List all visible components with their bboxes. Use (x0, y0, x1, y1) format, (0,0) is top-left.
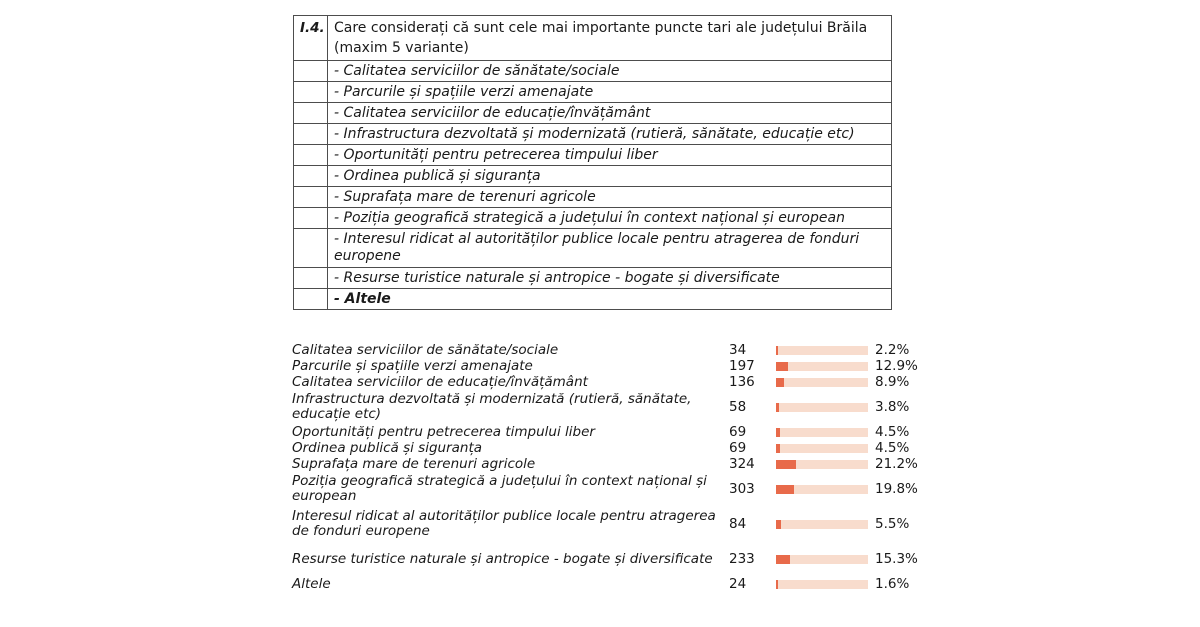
result-percent: 5.5% (875, 515, 910, 532)
result-count: 197 (729, 357, 755, 374)
result-bar-track (776, 428, 868, 437)
result-percent: 21.2% (875, 455, 918, 472)
result-bar-track (776, 378, 868, 387)
result-row (292, 472, 932, 506)
result-row (292, 456, 932, 472)
result-label: Infrastructura dezvoltată și modernizată (rutieră, sănătate, educație etc) (292, 391, 692, 422)
option-row (294, 103, 892, 124)
result-count: 303 (729, 480, 755, 497)
results-chart (292, 342, 932, 592)
option-row (294, 289, 892, 310)
result-bar (776, 378, 784, 387)
result-percent: 4.5% (875, 423, 910, 440)
option-text: - Infrastructura dezvoltată și modernizată (rutieră, sănătate, educație etc) (328, 124, 892, 145)
result-percent: 15.3% (875, 550, 918, 567)
result-label: Resurse turistice naturale și antropice - bogate și diversificate (292, 550, 713, 567)
result-count: 233 (729, 550, 755, 567)
option-text: - Suprafața mare de terenuri agricole (328, 187, 892, 208)
result-row (292, 506, 932, 542)
option-text: - Poziția geografică strategică a județului în context național și european (328, 208, 892, 229)
option-text: - Calitatea serviciilor de sănătate/sociale (328, 61, 892, 82)
option-text: - Oportunități pentru petrecerea timpului liber (328, 145, 892, 166)
result-percent: 2.2% (875, 341, 910, 358)
result-label: Parcurile și spațiile verzi amenajate (292, 357, 533, 374)
result-count: 58 (729, 398, 747, 415)
result-bar-track (776, 485, 868, 494)
result-count: 34 (729, 341, 747, 358)
result-label: Calitatea serviciilor de educație/învățământ (292, 373, 588, 390)
result-bar (776, 346, 778, 355)
option-row (294, 61, 892, 82)
option-text: - Interesul ridicat al autorităților publice locale pentru atragerea de fonduri europene (328, 229, 892, 268)
result-count: 84 (729, 515, 747, 532)
result-count: 324 (729, 455, 755, 472)
result-bar (776, 460, 796, 469)
result-percent: 12.9% (875, 357, 918, 374)
option-text: - Ordinea publică și siguranța (328, 166, 892, 187)
result-row (292, 374, 932, 390)
result-row (292, 542, 932, 576)
result-label: Interesul ridicat al autorităților publice locale pentru atragerea de fonduri europene (292, 508, 716, 539)
result-percent: 4.5% (875, 439, 910, 456)
result-label: Calitatea serviciilor de sănătate/sociale (292, 341, 559, 358)
result-bar-track (776, 555, 868, 564)
result-label: Oportunități pentru petrecerea timpului liber (292, 423, 595, 440)
option-row (294, 145, 892, 166)
result-bar-track (776, 460, 868, 469)
result-percent: 3.8% (875, 398, 910, 415)
result-row (292, 424, 932, 440)
option-text: - Altele (328, 289, 892, 310)
result-row (292, 390, 932, 424)
result-bar (776, 580, 778, 589)
result-row (292, 358, 932, 374)
result-bar (776, 520, 781, 529)
result-row (292, 440, 932, 456)
result-label: Suprafața mare de terenuri agricole (292, 455, 536, 472)
result-bar-track (776, 444, 868, 453)
result-bar-track (776, 346, 868, 355)
result-row (292, 342, 932, 358)
result-label: Ordinea publică și siguranța (292, 439, 483, 456)
option-row (294, 268, 892, 289)
option-row (294, 124, 892, 145)
option-text: - Parcurile și spațiile verzi amenajate (328, 82, 892, 103)
result-label: Altele (292, 575, 331, 592)
result-count: 136 (729, 373, 755, 390)
result-percent: 1.6% (875, 575, 910, 592)
option-row (294, 82, 892, 103)
result-count: 69 (729, 423, 747, 440)
result-bar (776, 428, 780, 437)
result-bar (776, 485, 794, 494)
option-row (294, 208, 892, 229)
result-label: Poziția geografică strategică a județului în context național și european (292, 473, 707, 504)
result-count: 24 (729, 575, 747, 592)
question-number: I.4. (294, 16, 328, 61)
option-row (294, 187, 892, 208)
result-bar (776, 403, 779, 412)
option-text: - Calitatea serviciilor de educație/învățământ (328, 103, 892, 124)
option-text: - Resurse turistice naturale și antropice - bogate și diversificate (328, 268, 892, 289)
result-bar-track (776, 580, 868, 589)
question-text: Care considerați că sunt cele mai importante puncte tari ale județului Brăila (maxim 5 variante) (328, 16, 892, 61)
option-row (294, 229, 892, 268)
result-bar (776, 362, 788, 371)
result-percent: 8.9% (875, 373, 910, 390)
question-table (293, 15, 892, 310)
result-bar (776, 555, 790, 564)
result-bar-track (776, 403, 868, 412)
result-row (292, 576, 932, 592)
result-percent: 19.8% (875, 480, 918, 497)
result-bar (776, 444, 780, 453)
result-bar-track (776, 520, 868, 529)
result-bar-track (776, 362, 868, 371)
question-header-row (294, 16, 892, 61)
result-count: 69 (729, 439, 747, 456)
option-row (294, 166, 892, 187)
